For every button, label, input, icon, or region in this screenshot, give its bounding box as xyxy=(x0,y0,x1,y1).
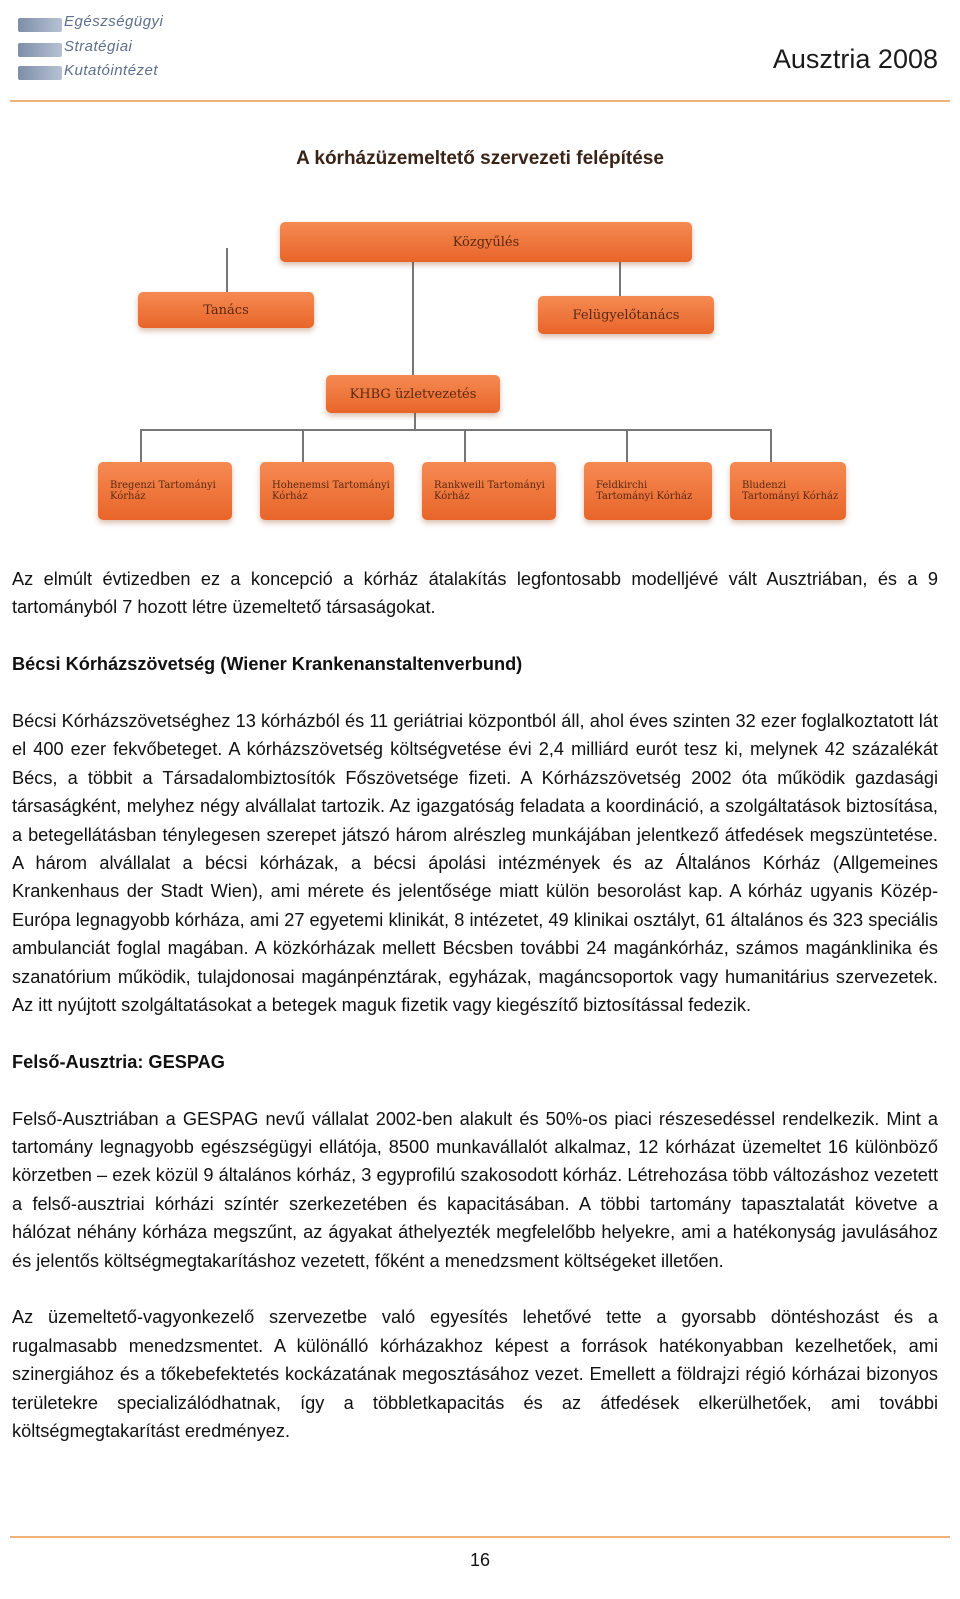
page-number: 16 xyxy=(469,1550,491,1570)
connector-line xyxy=(226,248,228,296)
paragraph: Az üzemeltető-vagyonkezelő szervezetbe való egyesítés lehetővé tette a gyorsabb döntéshozást és a rugalmasabb menedzsmentet. A különálló kórházakhoz képest a források hatékonyabban kezelhetőek, ami szinergiához és a tőkebefektetés kockázatának megosztásához vezet. Emellett a földrajzi régió kórházai bizonyos területekre specializálódhatnak, így a többletkapacitás és az átfedések elkerülhetőek, ami további költségmegtakarítást eredményez. xyxy=(12,1307,938,1442)
connector-line xyxy=(626,429,628,462)
node-hospital-rankweil xyxy=(422,462,556,520)
paragraph: Bécsi Kórházszövetséghez 13 kórházból és 11 geriátriai központból áll, ahol éves szinten 32 ezer foglalkoztatott lát el 400 ezer fekvőbeteget. A kórházszövetség költségvetése évi 2,4 milliárd eurót tesz ki, melynek 42 százalékát Bécs, a többit a Társadalombiztosítók Főszövetsége fizeti. A Kórházszövetség 2002 óta működik gazdasági társaságként, melyhez négy alvállalat tartozik. Az igazgatóság feladata a koordináció, a szolgáltatások biztosítása, a betegellátásban ténylegesen szerepet játszó három alrészleg munkájában jelentkező átfedések megszüntetése. A három alvállalat a bécsi kórházak, a bécsi ápolási intézmények és az Általános Kórház (Allgemeines Krankenhaus der Stadt Wien), ami mérete és jelentősége miatt külön besorolást kap. A kórház ugyanis Közép-Európa legnagyobb kórháza, ami 27 egyetemi klinikát, 8 intézetet, 49 klinikai osztályt, 61 általános és 323 speciális ambulanciát foglal magában. A közkórházak mellett Bécsben további 24 magánkórház, számos magánklinika és szanatórium működik, tulajdonosai magánpénztárak, egyházak, magáncsoportok vagy humanitárius szervezetek. Az itt nyújtott szolgáltatásokat a betegek maguk fizetik vagy kiegészítő biztosítással fedezik. xyxy=(12,711,938,1016)
node-hospital-line: Bludenzi xyxy=(742,480,787,491)
logo-line: Egészségügyi xyxy=(64,13,164,30)
logo-bar-icon xyxy=(18,43,62,57)
footer-divider xyxy=(10,1536,950,1538)
paragraph: Felső-Ausztriában a GESPAG nevű vállalat 2002-ben alakult és 50%-os piaci részesedéssel rendelkezik. Mint a tartomány legnagyobb egészségügyi ellátója, 8500 munkavállalót alkalmaz, 12 kórházat üzemeltet 16 különböző körzetben – ezek közül 9 általános kórház, 3 egyprofilú szakosodott kórház. Létrehozása több változáshoz vezetett a felső-ausztriai kórházi színtér szerkezetében és kapacitásában. A többi tartomány tapasztalatát követve a hálózat néhány kórháza megszűnt, az ágyakat áthelyezték megfelelőbb helyekre, ami a hatékonyság javulásához és jelentős költségmegtakarításhoz vezetett, főként a menedzsment költségeket illetően. xyxy=(12,1108,938,1271)
connector-line xyxy=(770,429,772,462)
header-title: Ausztria 2008 xyxy=(772,44,938,74)
node-hospital-line: Bregenzi Tartományi xyxy=(110,480,216,491)
node-supervisory-board: Felügyelőtanács xyxy=(538,296,714,334)
connector-line xyxy=(464,429,466,462)
connector-line xyxy=(140,429,770,431)
section-heading: Felső-Ausztria: GESPAG xyxy=(12,1051,225,1072)
node-khbg-management: KHBG üzletvezetés xyxy=(326,375,500,413)
node-general-assembly: Közgyűlés xyxy=(280,222,692,262)
node-hospital-line: Feldkirchi xyxy=(596,480,648,491)
node-hospital-bregenz xyxy=(98,462,232,520)
body-text xyxy=(12,565,938,1446)
logo-line: Kutatóintézet xyxy=(64,62,159,79)
header-divider xyxy=(10,100,950,102)
node-hospital-line: Kórház xyxy=(110,491,146,502)
connector-line xyxy=(414,411,416,429)
logo-bar-icon xyxy=(18,66,62,80)
node-hospital-line: Kórház xyxy=(272,491,308,502)
connector-line xyxy=(412,248,414,378)
section-heading: Bécsi Kórházszövetség (Wiener Krankenanstaltenverbund) xyxy=(12,654,523,675)
logo-line: Stratégiai xyxy=(64,38,133,55)
node-hospital-line: Tartományi Kórház xyxy=(596,491,693,502)
node-hospital-line: Rankweili Tartományi xyxy=(434,480,545,491)
node-hospital-line: Hohenemsi Tartományi xyxy=(272,480,390,491)
node-council: Tanács xyxy=(138,292,314,328)
node-hospital-line: Kórház xyxy=(434,491,470,502)
paragraph: Az elmúlt évtizedben ez a koncepció a kórház átalakítás legfontosabb modelljévé vált Ausztriában, és a 9 tartományból 7 hozott létre üzemeltető társaságokat. xyxy=(12,569,938,618)
institute-logo xyxy=(18,10,163,84)
org-chart-title: A kórházüzemeltető szervezeti felépítése xyxy=(296,148,664,169)
node-hospital-feldkirch xyxy=(584,462,712,520)
node-hospital-bludenz xyxy=(730,462,846,520)
connector-line xyxy=(140,429,142,462)
connector-line xyxy=(302,429,304,462)
logo-bar-icon xyxy=(18,18,62,32)
node-hospital-hohenems xyxy=(260,462,394,520)
org-chart-figure xyxy=(90,118,870,543)
node-hospital-line: Tartományi Kórház xyxy=(742,491,839,502)
